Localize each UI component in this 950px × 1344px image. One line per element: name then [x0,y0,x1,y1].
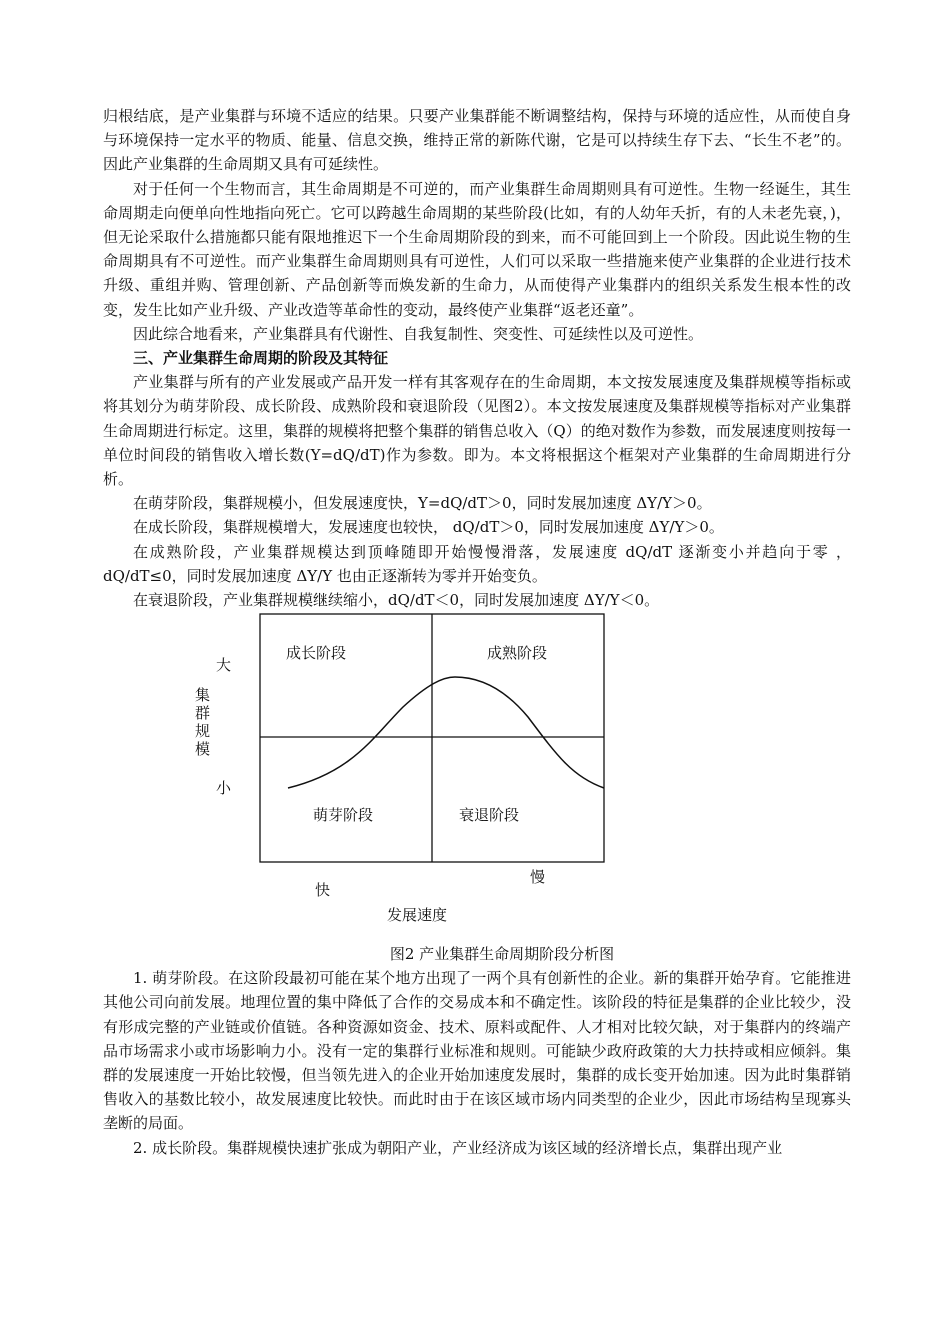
paragraph: 在衰退阶段，产业集群规模继续缩小，dQ/dT＜0，同时发展加速度 ΔY/Y＜0。 [133,591,660,610]
y-axis-big-label: 大 [216,656,232,675]
paragraph: 归根结底，是产业集群与环境不适应的结果。只要产业集群能不断调整结构，保持与环境的适应性，从而使自身与环境保持一定水平的物质、能量、信息交换，维持正常的新陈代谢，它是可以持续生存下去、“长生不老”的。因此产业集群的生命周期又具有可延续性。 [103,107,851,174]
lifecycle-curve [288,677,604,788]
paragraph: 因此综合地看来，产业集群具有代谢性、自我复制性、突变性、可延续性以及可逆性。 [133,324,704,343]
x-axis-slow-label: 慢 [530,868,546,887]
section-heading: 三、产业集群生命周期的阶段及其特征 [133,349,389,368]
paragraph: 对于任何一个生物而言，其生命周期是不可逆的，而产业集群生命周期则具有可逆性。生物一经诞生，其生命周期走向便单向性地指向死亡。它可以跨越生命周期的某些阶段(比如，有的人幼年夭折，有的人未老先衰，)，但无论采取什么措施都只能有限地推迟下一个生命周期阶段的到来，而不可能回到上一个阶段。因此说生物的生命周期具有不可逆性。而产业集群生命周期则具有可逆性，人们可以采取一些措施来使产业集群的企业进行技术升级、重组并购、管理创新、产品创新等而焕发新的生命力，从而使得产业集群内的组织关系发生根本性的改变，发生比如产业升级、产业改造等革命性的变动，最终使产业集群“返老还童”。 [103,179,851,319]
paragraph: 1. 萌芽阶段。在这阶段最初可能在某个地方出现了一两个具有创新性的企业。新的集群开始孕育。它能推进其他公司向前发展。地理位置的集中降低了合作的交易成本和不确定性。该阶段的特征是集群的企业比较少，没有形成完整的产业链或价值链。各种资源如资金、技术、原料或配件、人才相对比较欠缺，对于集群内的终端产品市场需求小或市场影响力小。没有一定的集群行业标准和规则。可能缺少政府政策的大力扶持或相应倾斜。集群的发展速度一开始比较慢，但当领先进入的企业开始加速度发展时，集群的成长变开始加速。因为此时集群销售收入的基数比较小，故发展速度比较快。而此时由于在该区域市场内同类型的企业少，因此市场结构呈现寡头垄断的局面。 [103,969,851,1133]
paragraph: 在萌芽阶段，集群规模小，但发展速度快，Y=dQ/dT＞0，同时发展加速度 ΔY/Y＞0。 [133,494,712,513]
paragraph: 产业集群与所有的产业发展或产品开发一样有其客观存在的生命周期，本文按发展速度及集群规模等指标或将其划分为萌芽阶段、成长阶段、成熟阶段和衰退阶段（见图2）。本文按发展速度及集群规模等指标对产业集群生命周期进行标定。这里，集群的规模将把整个集群的销售总收入（Q）的绝对数作为参数，而发展速度则按每一单位时间段的销售收入增长数(Y=dQ/dT)作为参数。即为。本文将根据这个框架对产业集群的生命周期进行分析。 [103,373,851,489]
y-axis-title-char: 群 [195,704,211,723]
top-paragraphs [103,104,851,346]
y-axis-title-char: 规 [195,722,211,741]
middle-paragraphs [103,370,851,612]
y-axis-title-char: 集 [195,686,211,705]
bottom-paragraphs [103,966,851,1160]
quadrant-label-maturity: 成熟阶段 [487,644,548,663]
lifecycle-figure [103,612,851,942]
page-body [103,104,851,1160]
figure-caption: 图2 产业集群生命周期阶段分析图 [389,945,615,964]
paragraph: 在成熟阶段，产业集群规模达到顶峰随即开始慢慢滑落，发展速度 dQ/dT 逐渐变小并趋向于零 ，dQ/dT≤0，同时发展加速度 ΔY/Y 也由正逐渐转为零并开始变负。 [103,542,851,585]
quadrant-label-growth: 成长阶段 [286,644,347,663]
quadrant-label-emergence: 萌芽阶段 [313,806,374,825]
y-axis-small-label: 小 [216,779,232,798]
paragraph: 在成长阶段，集群规模增大，发展速度也较快， dQ/dT＞0，同时发展加速度 ΔY/Y＞0。 [133,518,724,537]
quadrant-label-decline: 衰退阶段 [459,806,520,825]
x-axis-fast-label: 快 [315,881,331,900]
x-axis-title: 发展速度 [387,906,448,925]
y-axis-title-char: 模 [195,740,211,759]
lifecycle-diagram [103,612,851,942]
paragraph: 2. 成长阶段。集群规模快速扩张成为朝阳产业，产业经济成为该区域的经济增长点，集群出现产业 [133,1138,783,1157]
